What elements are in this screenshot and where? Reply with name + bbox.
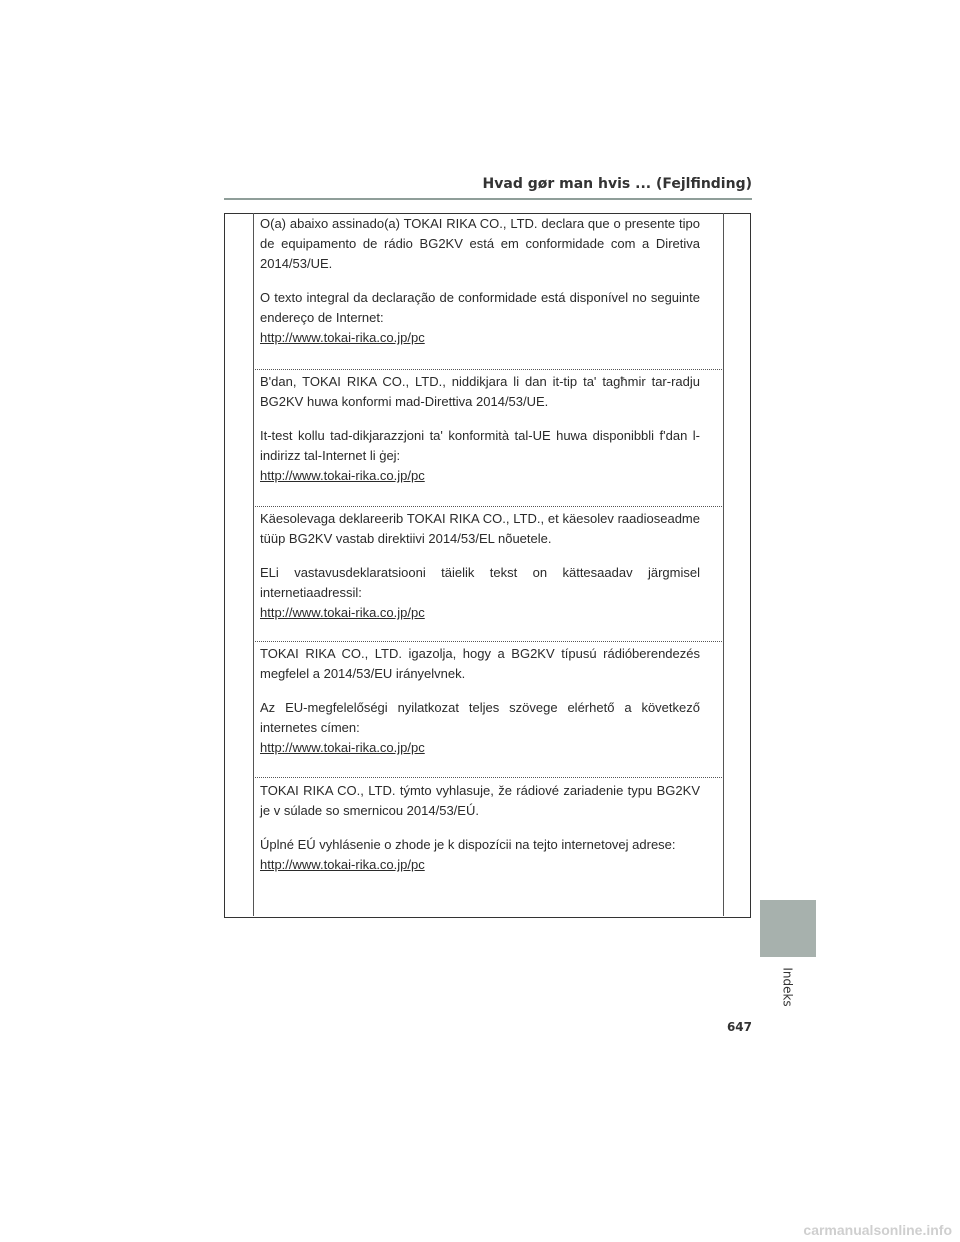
declaration-statement: Käesolevaga deklareerib TOKAI RIKA CO., LTD., et käesolev raadioseadme tüüp BG2KV vastab direktiivi 2014/53/EL nõuetele.: [260, 511, 700, 546]
declaration-statement: TOKAI RIKA CO., LTD. týmto vyhlasuje, že rádiové zariadenie typu BG2KV je v súlade so smernicou 2014/53/EÚ.: [260, 783, 700, 818]
index-side-tab[interactable]: [760, 900, 816, 957]
declaration-availability: Úplné EÚ vyhlásenie o zhode je k dispozícii na tejto internetovej adrese:: [260, 837, 676, 852]
declaration-portuguese: [260, 214, 700, 348]
declaration-url-link[interactable]: http://www.tokai-rika.co.jp/pc: [260, 605, 425, 620]
declaration-availability: O texto integral da declaração de conformidade está disponível no seguinte endereço de Internet:: [260, 290, 700, 325]
declaration-url-link[interactable]: http://www.tokai-rika.co.jp/pc: [260, 857, 425, 872]
header-rule: [224, 198, 752, 200]
watermark: carmanualsonline.info: [803, 1222, 952, 1238]
section-divider: [253, 777, 724, 778]
page-number: 647: [726, 1020, 752, 1034]
section-divider: [253, 369, 724, 370]
section-divider: [253, 641, 724, 642]
index-tab-text: Indeks: [780, 967, 795, 1007]
declaration-estonian: [260, 509, 700, 623]
declaration-slovak: [260, 781, 700, 875]
declaration-statement: O(a) abaixo assinado(a) TOKAI RIKA CO., LTD. declara que o presente tipo de equipamento de rádio BG2KV está em conformidade com a Diretiva 2014/53/UE.: [260, 216, 700, 271]
declaration-url-link[interactable]: http://www.tokai-rika.co.jp/pc: [260, 330, 425, 345]
declaration-statement: B'dan, TOKAI RIKA CO., LTD., niddikjara li dan it-tip ta' tagħmir tar-radju BG2KV huwa konformi mad-Direttiva 2014/53/UE.: [260, 374, 700, 409]
declaration-availability: ELi vastavusdeklaratsiooni täielik tekst on kättesaadav järgmisel internetiaadressil:: [260, 565, 700, 600]
declaration-url-link[interactable]: http://www.tokai-rika.co.jp/pc: [260, 740, 425, 755]
running-header: Hvad gør man hvis ... (Fejlfinding): [482, 176, 752, 192]
index-tab-label: [760, 962, 816, 1012]
declaration-maltese: [260, 372, 700, 486]
declaration-url-link[interactable]: http://www.tokai-rika.co.jp/pc: [260, 468, 425, 483]
declaration-availability: It-test kollu tad-dikjarazzjoni ta' konformità tal-UE huwa disponibbli f'dan l-indirizz tal-Internet li ġej:: [260, 428, 700, 463]
declaration-hungarian: [260, 644, 700, 758]
declaration-statement: TOKAI RIKA CO., LTD. igazolja, hogy a BG2KV típusú rádióberendezés megfelel a 2014/53/EU irányelvnek.: [260, 646, 700, 681]
declaration-availability: Az EU-megfelelőségi nyilatkozat teljes szövege elérhető a következő internetes címen:: [260, 700, 700, 735]
section-divider: [253, 506, 724, 507]
